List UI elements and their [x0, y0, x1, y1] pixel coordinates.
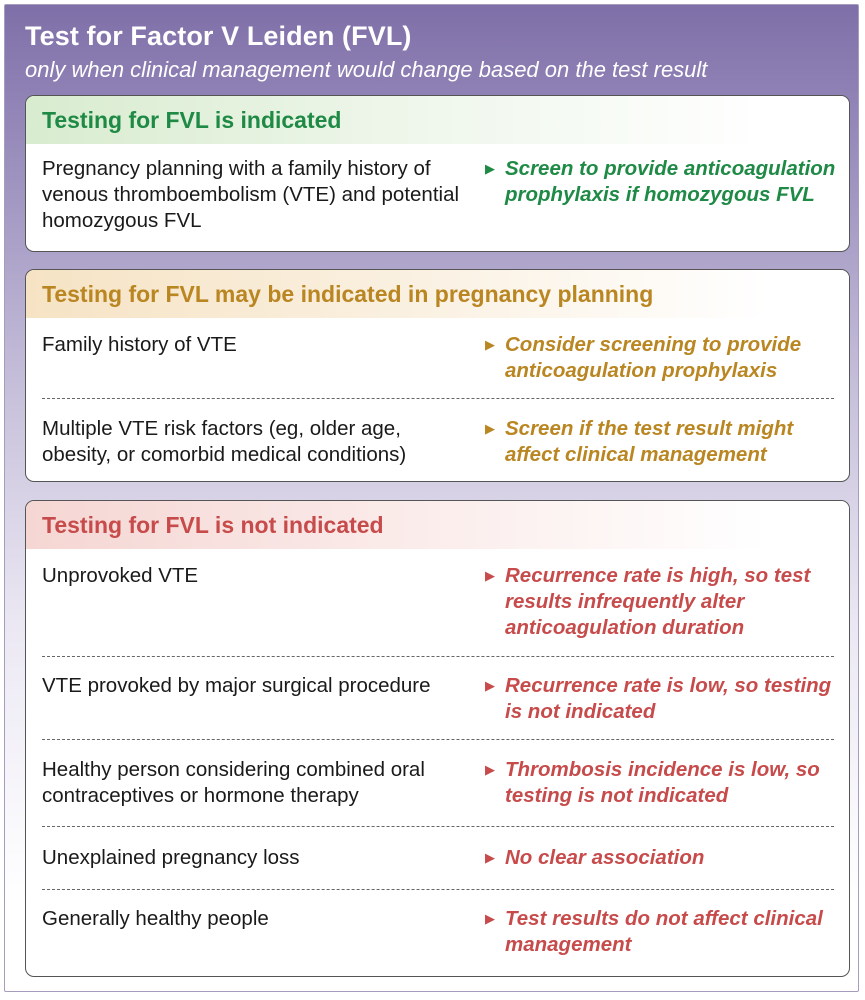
recommendation-text: Screen to provide anticoagulation prophylaxis if homozygous FVL: [505, 157, 836, 206]
figure-subtitle: only when clinical management would change based on the test result: [25, 57, 708, 82]
indication-text: Family history of VTE: [42, 333, 237, 356]
arrow-right-icon: ▶: [485, 678, 495, 693]
figure-frame: [4, 4, 859, 992]
row-divider: [42, 739, 834, 740]
arrow-right-icon: ▶: [485, 850, 495, 865]
recommendation-text: Recurrence rate is low, so testing is not indicated: [505, 674, 832, 723]
row-divider: [42, 398, 834, 399]
recommendation-text: Test results do not affect clinical management: [505, 907, 823, 956]
arrow-right-icon: ▶: [485, 337, 495, 352]
arrow-right-icon: ▶: [485, 762, 495, 777]
section-header-may-be-indicated: Testing for FVL may be indicated in pregnancy planning: [26, 270, 849, 318]
indication-text: Multiple VTE risk factors (eg, older age, obesity, or comorbid medical conditions): [42, 417, 407, 466]
section-header-not-indicated: Testing for FVL is not indicated: [26, 501, 849, 549]
recommendation-text: Recurrence rate is high, so test results infrequently alter anticoagulation duration: [505, 564, 811, 639]
indication-text: Generally healthy people: [42, 907, 269, 930]
section-may-be-indicated: [25, 269, 850, 482]
recommendation-text: Screen if the test result might affect clinical management: [505, 417, 794, 466]
row-divider: [42, 889, 834, 890]
row-divider: [42, 656, 834, 657]
arrow-right-icon: ▶: [485, 911, 495, 926]
section-not-indicated: [25, 500, 850, 977]
section-header-indicated: Testing for FVL is indicated: [26, 96, 849, 144]
recommendation-text: Thrombosis incidence is low, so testing is not indicated: [505, 758, 820, 807]
indication-text: Pregnancy planning with a family history of venous thromboembolism (VTE) and potential homozygous FVL: [42, 157, 460, 232]
row-divider: [42, 826, 834, 827]
indication-text: Healthy person considering combined oral contraceptives or hormone therapy: [42, 758, 425, 807]
arrow-right-icon: ▶: [485, 161, 495, 176]
figure-title: Test for Factor V Leiden (FVL): [25, 21, 412, 51]
arrow-right-icon: ▶: [485, 421, 495, 436]
recommendation-text: No clear association: [505, 846, 705, 869]
section-indicated: [25, 95, 850, 252]
arrow-right-icon: ▶: [485, 568, 495, 583]
indication-text: VTE provoked by major surgical procedure: [42, 674, 431, 697]
indication-text: Unexplained pregnancy loss: [42, 846, 300, 869]
recommendation-text: Consider screening to provide anticoagulation prophylaxis: [505, 333, 802, 382]
indication-text: Unprovoked VTE: [42, 564, 199, 587]
